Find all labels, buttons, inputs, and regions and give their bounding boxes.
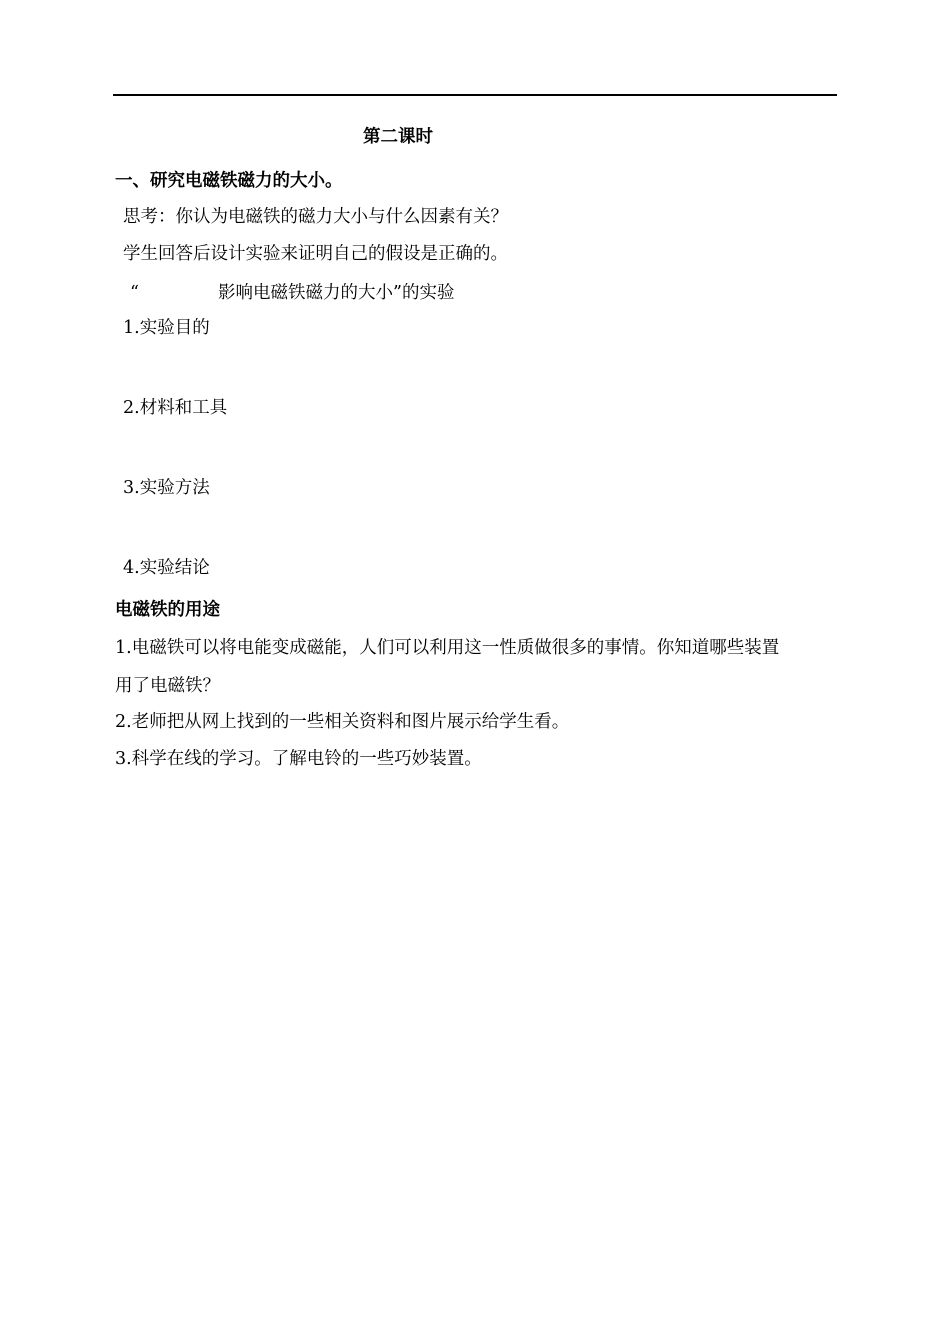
open-quote: “ [130,283,139,303]
uses-item-2: 2.老师把从网上找到的一些相关资料和图片展示给学生看。 [115,712,570,732]
header-rule [113,94,837,96]
step-method: 3.实验方法 [123,478,210,498]
step-materials: 2.材料和工具 [123,398,228,418]
step-purpose: 1.实验目的 [123,318,210,338]
experiment-title-text: 影响电磁铁磁力的大小”的实验 [218,283,455,303]
section-heading-magnetic-force: 一、研究电磁铁磁力的大小。 [115,171,343,191]
design-note: 学生回答后设计实验来证明自己的假设是正确的。 [123,244,508,264]
section-heading-uses: 电磁铁的用途 [115,600,220,620]
uses-item-1-continued: 用了电磁铁？ [115,676,220,696]
page-title: 第二课时 [363,127,433,147]
uses-item-1: 1.电磁铁可以将电能变成磁能，人们可以利用这一性质做很多的事情。你知道哪些装置 [115,638,780,658]
uses-item-3: 3.科学在线的学习。了解电铃的一些巧妙装置。 [115,749,482,769]
think-question: 思考：你认为电磁铁的磁力大小与什么因素有关？ [123,207,508,227]
step-conclusion: 4.实验结论 [123,558,210,578]
experiment-title [130,282,455,304]
